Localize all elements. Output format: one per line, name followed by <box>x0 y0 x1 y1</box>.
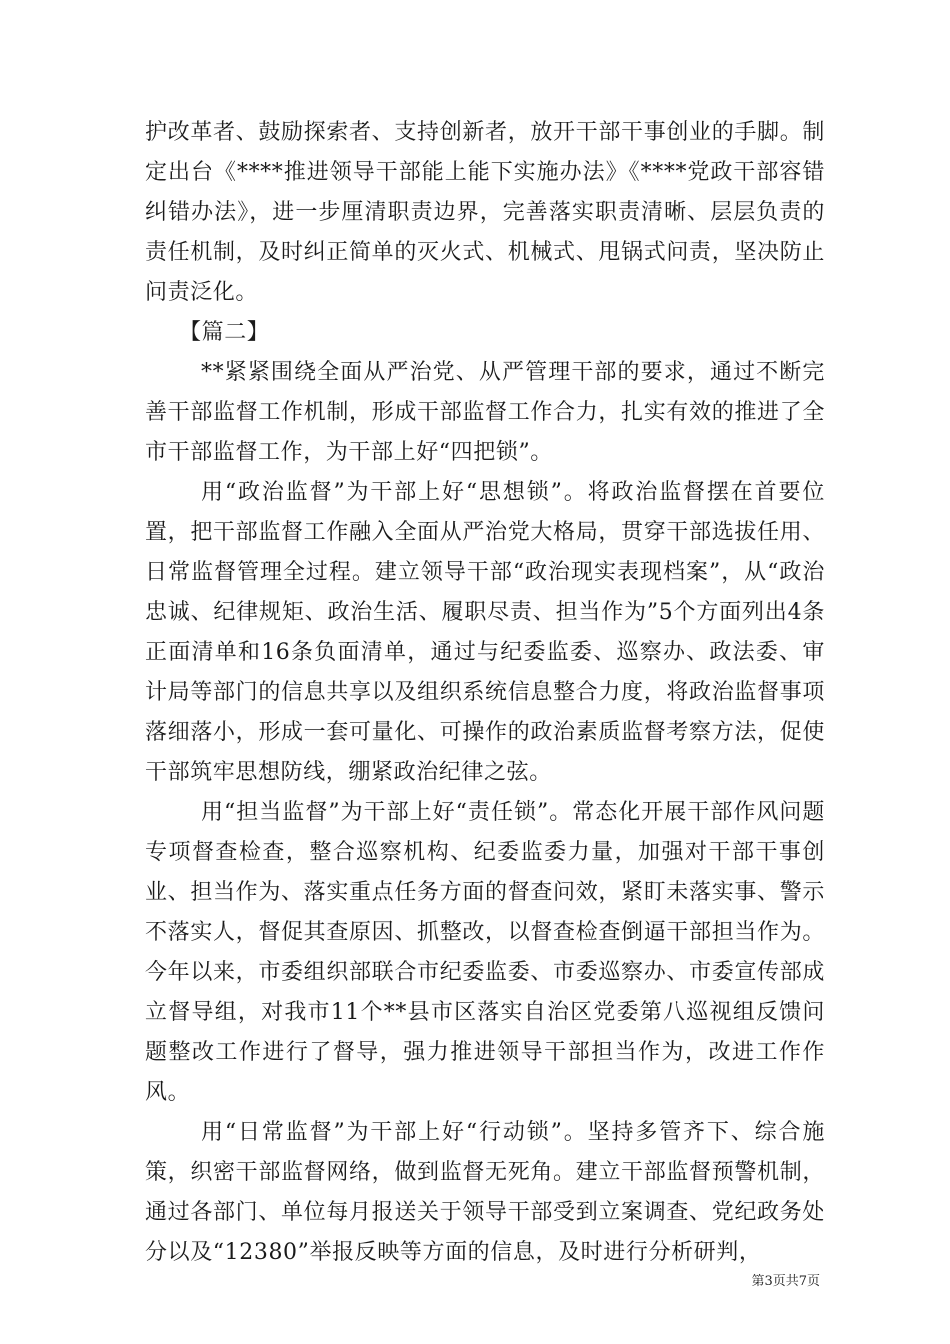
page-number: 第3页共7页 <box>751 1274 820 1289</box>
intro-paragraph: **紧紧围绕全面从严治党、从严管理干部的要求，通过不断完善干部监督工作机制，形成干部监督工作合力，扎实有效的推进了全市干部监督工作，为干部上好“四把锁”。 <box>145 360 825 465</box>
daily-supervision-paragraph: 用“日常监督”为干部上好“行动锁”。坚持多管齐下、综合施策，织密干部监督网络，做到监督无死角。建立干部监督预警机制，通过各部门、单位每月报送关于领导干部受到立案调查、党纪政务处分以及“12380”举报反映等方面的信息，及时进行分析研判， <box>145 1120 825 1265</box>
continued-paragraph: 护改革者、鼓励探索者、支持创新者，放开干部干事创业的手脚。制定出台《****推进领导干部能上能下实施办法》《****党政干部容错纠错办法》，进一步厘清职责边界，完善落实职责清晰、层层负责的责任机制，及时纠正简单的灭火式、机械式、甩锅式问责，坚决防止问责泛化。 <box>145 120 825 305</box>
political-supervision-paragraph: 用“政治监督”为干部上好“思想锁”。将政治监督摆在首要位置，把干部监督工作融入全面从严治党大格局，贯穿干部选拔任用、日常监督管理全过程。建立领导干部“政治现实表现档案”，从“政治忠诚、纪律规矩、政治生活、履职尽责、担当作为”5个方面列出4条正面清单和16条负面清单，通过与纪委监委、巡察办、政法委、审计局等部门的信息共享以及组织系统信息整合力度，将政治监督事项落细落小，形成一套可量化、可操作的政治素质监督考察方法，促使干部筑牢思想防线，绷紧政治纪律之弦。 <box>145 480 825 785</box>
document-body <box>145 113 825 1273</box>
section-heading: 【篇二】 <box>179 320 270 345</box>
responsibility-supervision-paragraph: 用“担当监督”为干部上好“责任锁”。常态化开展干部作风问题专项督查检查，整合巡察机构、纪委监委力量，加强对干部干事创业、担当作为、落实重点任务方面的督查问效，紧盯未落实事、警示不落实人，督促其查原因、抓整改，以督查检查倒逼干部担当作为。今年以来，市委组织部联合市纪委监委、市委巡察办、市委宣传部成立督导组，对我市11个**县市区落实自治区党委第八巡视组反馈问题整改工作进行了督导，强力推进领导干部担当作为，改进工作作风。 <box>145 800 825 1105</box>
